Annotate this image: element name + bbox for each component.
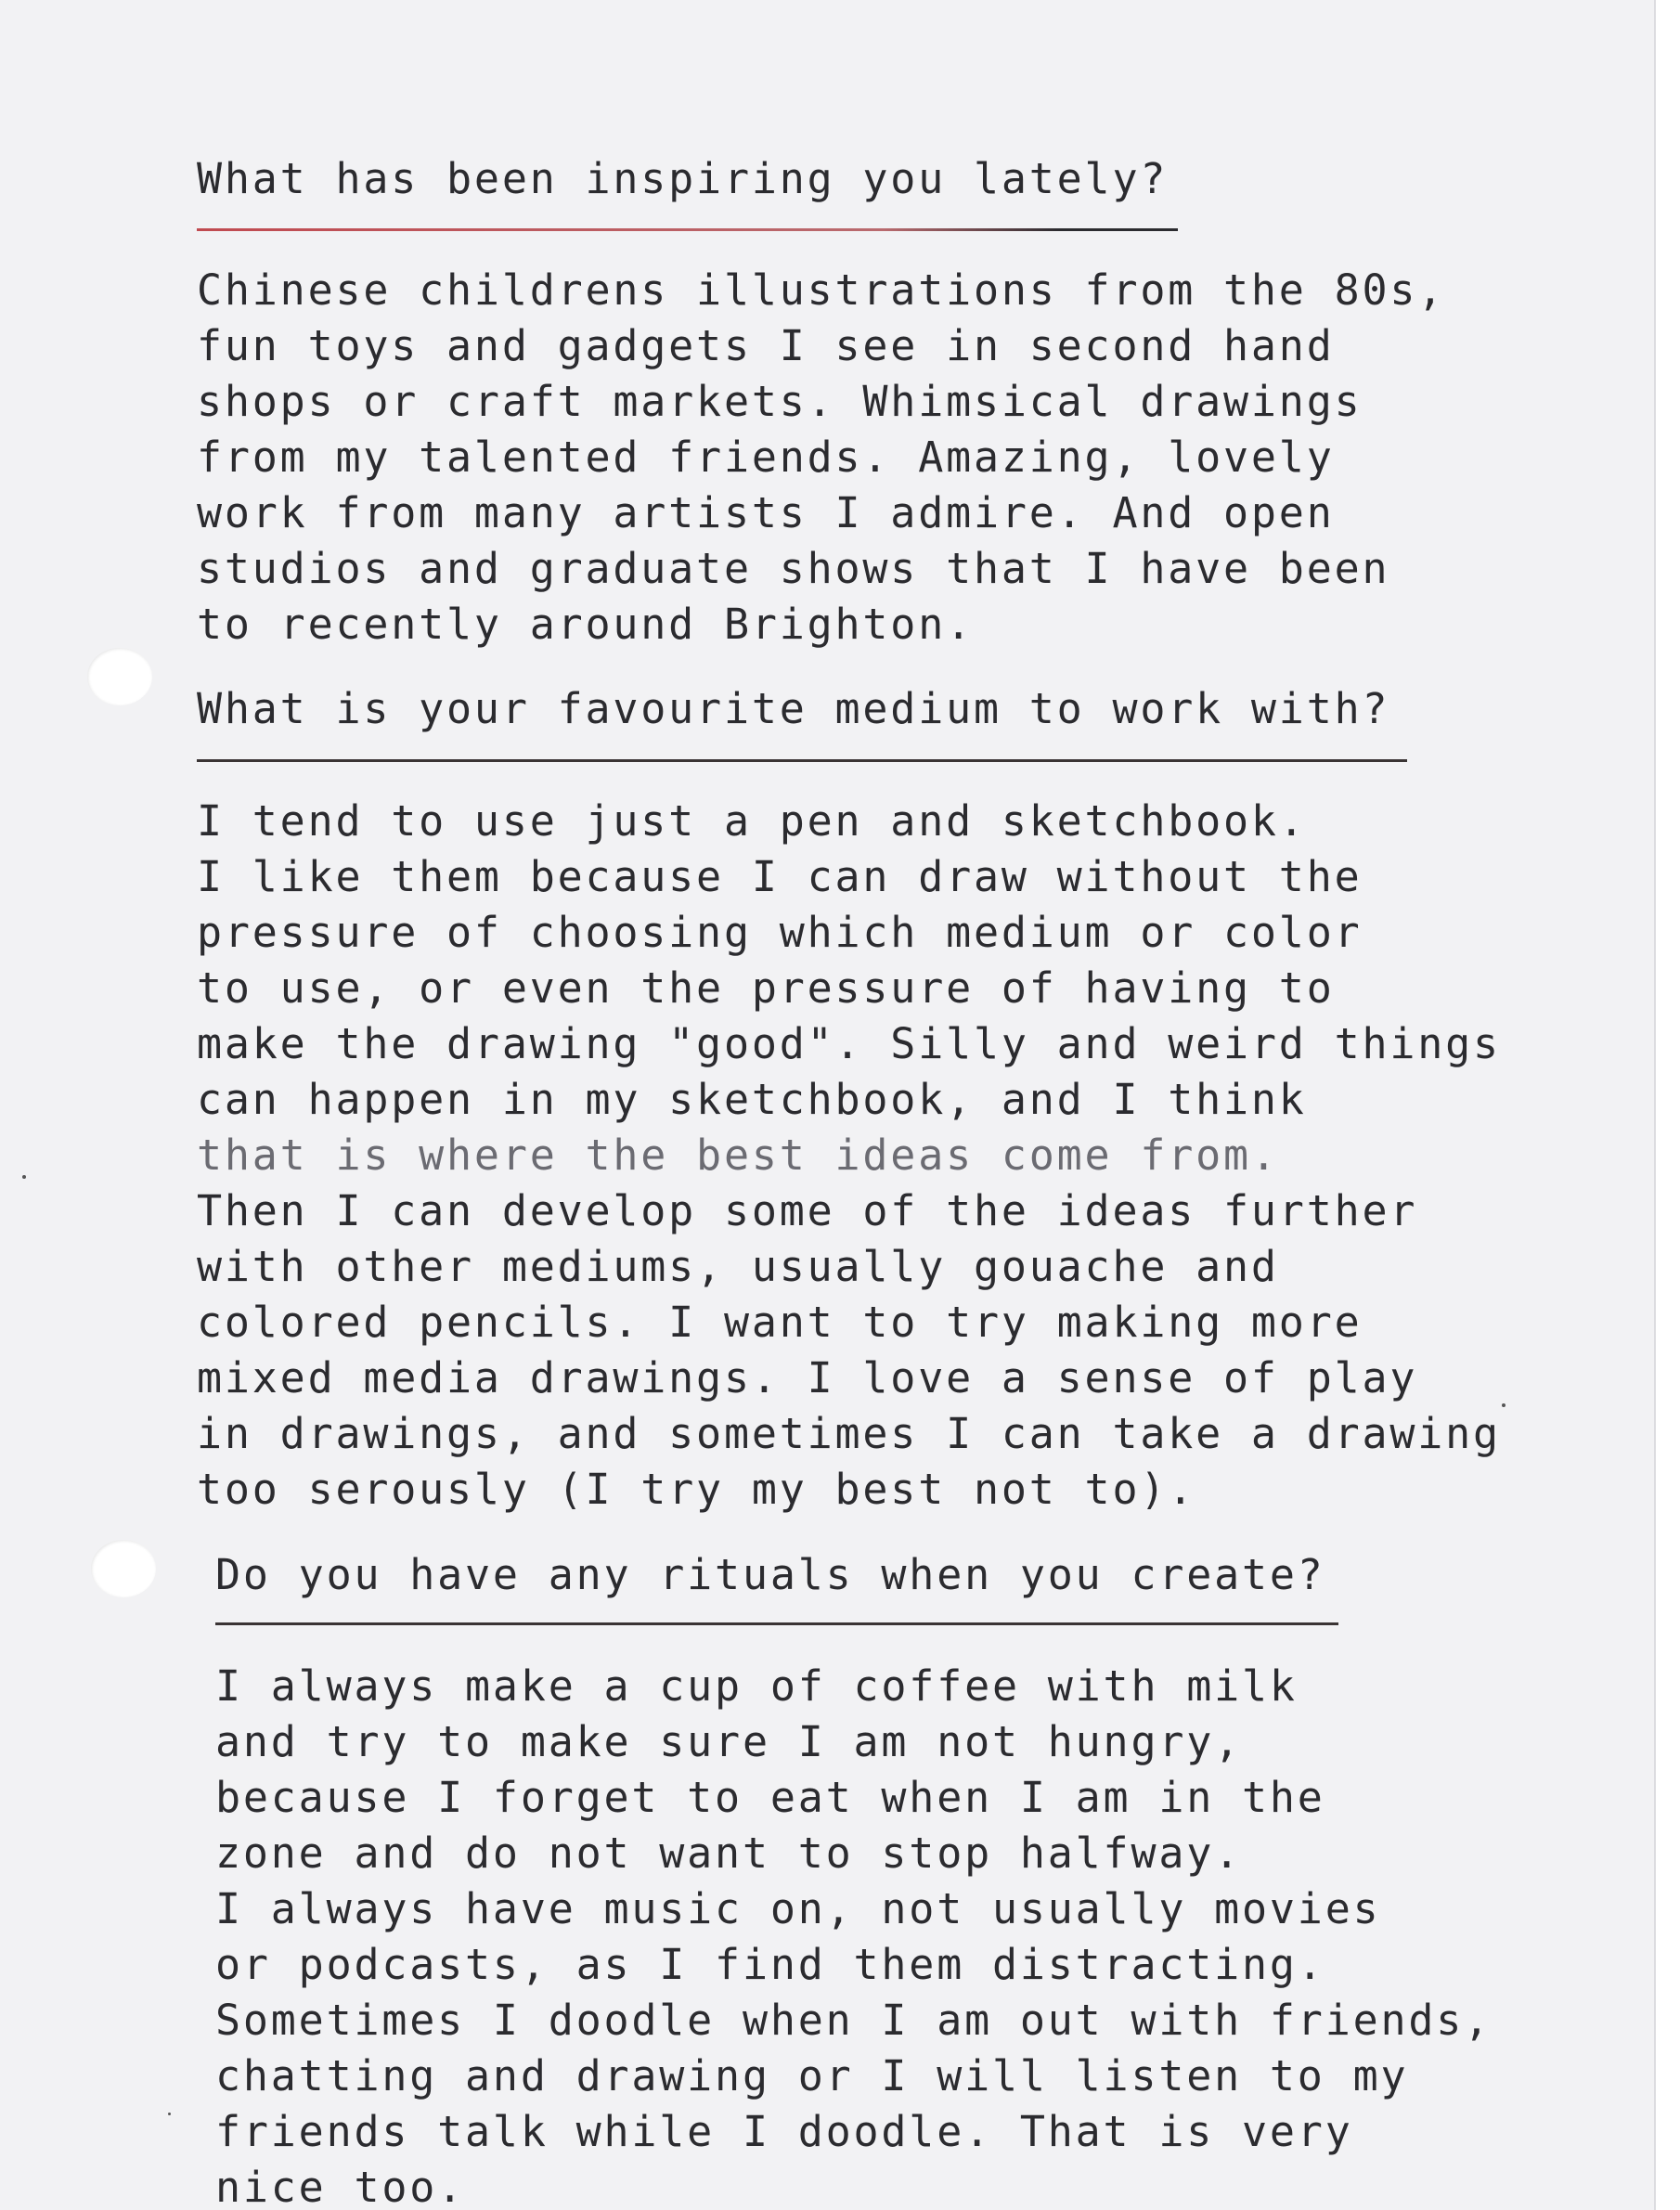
answer-line: nice too. [215,2163,466,2210]
question-underline [197,759,1407,762]
answer-line: pressure of choosing which medium or color [197,908,1363,957]
answer-line: Then I can develop some of the ideas further [197,1186,1418,1235]
answer-line: I tend to use just a pen and sketchbook. [197,796,1307,846]
answer-line: friends talk while I doodle. That is very [215,2107,1353,2156]
answer-line: that is where the best ideas come from. [197,1131,1279,1180]
answer-line: fun toys and gadgets I see in second hand [197,321,1335,370]
answer-line: in drawings, and sometimes I can take a drawing [197,1409,1501,1458]
answer-line: too serously (I try my best not to). [197,1465,1196,1514]
answer-line: to use, or even the pressure of having to [197,963,1335,1013]
answer-line: with other mediums, usually gouache and [197,1242,1279,1291]
answer-line: shops or craft markets. Whimsical drawings [197,377,1363,426]
punch-hole [87,648,152,705]
answer-line: work from many artists I admire. And open [197,488,1335,537]
answer-line: to recently around Brighton. [197,600,974,649]
answer-line: make the drawing "good". Silly and weird things [197,1019,1501,1068]
question-underline [215,1622,1338,1625]
answer-line: chatting and drawing or I will listen to my [215,2051,1409,2100]
answer-line: zone and do not want to stop halfway. [215,1829,1243,1878]
answer-inspiration [197,263,1445,653]
punch-hole [91,1540,156,1597]
question-rituals: Do you have any rituals when you create? [215,1550,1325,1599]
answer-line: I like them because I can draw without the [197,852,1363,901]
question-inspiration: What has been inspiring you lately? [197,154,1169,203]
answer-medium [197,794,1501,1518]
answer-line: Sometimes I doodle when I am out with friends, [215,1996,1493,2045]
answer-line: because I forget to eat when I am in the [215,1773,1325,1822]
question-medium: What is your favourite medium to work with? [197,684,1390,733]
ink-speck [168,2113,171,2115]
answer-line: I always make a cup of coffee with milk [215,1661,1298,1711]
ink-speck [1502,1403,1506,1407]
answer-line: Chinese childrens illustrations from the 80s, [197,265,1446,315]
answer-line: colored pencils. I want to try making more [197,1298,1363,1347]
answer-rituals [215,1659,1492,2210]
answer-line: I always have music on, not usually movies [215,1884,1381,1933]
answer-line: or podcasts, as I find them distracting. [215,1940,1325,1989]
question-underline [197,228,1178,231]
answer-line: can happen in my sketchbook, and I think [197,1075,1307,1124]
answer-line: mixed media drawings. I love a sense of play [197,1353,1418,1402]
answer-line: from my talented friends. Amazing, lovely [197,433,1335,482]
answer-line: studios and graduate shows that I have been [197,544,1390,593]
ink-speck [22,1175,26,1179]
answer-line: and try to make sure I am not hungry, [215,1717,1243,1766]
